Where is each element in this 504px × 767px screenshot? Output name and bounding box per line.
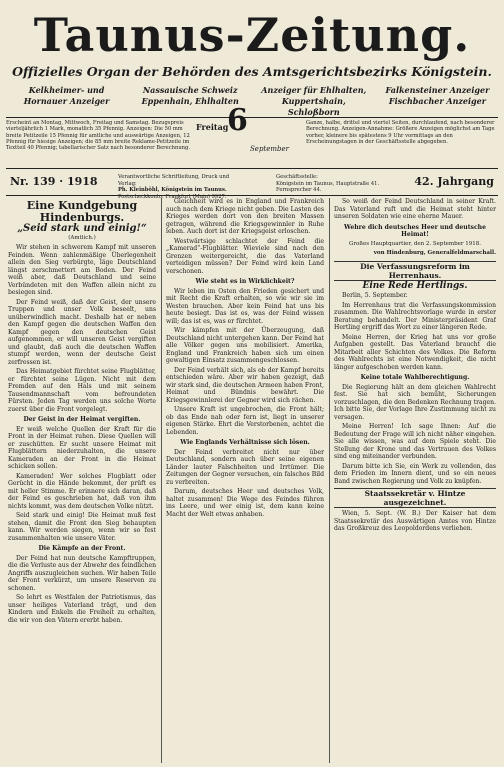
volume: 42. Jahrgang	[414, 175, 494, 188]
issue-row	[6, 171, 498, 200]
paragraph: So weiß der Feind Deutschland in seiner Kraft. Das Vaterland ruft und die Heimat steht hinter unseren Soldaten wie eine eherne Mauer.	[334, 198, 496, 220]
paragraph: Der Feind hat nun deutsche Kampftruppen, die die Verluste aus der Abwehr des feindlichen Angriffs auszugleichen suchen. Wir haben Teile der Front verkürzt, um unsere Reserven zu schonen.	[8, 554, 156, 592]
month: September	[250, 145, 289, 153]
paragraph: Wir kämpfen mit der Überzeugung, daß Deutschland nicht untergehen kann. Der Feind hat alle Völker gegen uns mobilisiert. Amerika, England und Frankreich haben sich um einen gewaltigen Einsatz zusammengeschlossen.	[166, 327, 324, 364]
subscription-info: Erscheint an Montag, Mittwoch, Freitag und Samstag. Bezugspreis vierteljährlich 1 Mark, monatlich 35 Pfennig. Anzeigen: Die 50 mm breite Petitzeile 15 Pfennig für amtliche und auswärtige Anzeigen, 12 Pfennig für hiesige Anzeigen; die 85 mm breite Reklame-Petitzeile im Textteil 40 Pfennig; tabellarischer Satz nach besonderer Berechnung.	[6, 120, 190, 152]
publisher-info: Verantwortliche Schriftleitung, Druck und Verlag: Ph. Kleinböhl, Königstein im Taunus. Postscheckkonto: Frankfurt (Main) 9927.	[118, 174, 230, 200]
paragraph: Gleichheit wird es in England und Frankreich auch nach dem Kriege nicht geben. Die Lasten des Krieges werden dort von den breiten Massen getragen, während die Kriegsgewinnler in Ruhe leben. Auch dort ist der Kriegsgeist erloschen.	[166, 198, 324, 235]
column-2	[166, 198, 324, 763]
article-subhead: „Seid stark und einig!“	[17, 223, 147, 234]
rule	[6, 195, 498, 196]
article-headline: Die Verfassungsreform im Herrenhaus.	[334, 261, 496, 281]
column-divider	[161, 198, 162, 763]
paragraph: Westwärtsige schlachtet der Feind die „Kamerad“-Flugblätter. Wieviele sind nach den Grenzen weitergereicht, die das Vaterland verteidigen müssen? Der Feind wird kein Land verschonen.	[166, 237, 324, 275]
newspaper-title: Taunus-Zeitung.	[33, 8, 471, 62]
paragraph: Meine Herren, der Krieg hat uns vor große Aufgaben gestellt. Das Vaterland braucht die Mitarbeit aller Schichten des Volkes. Die Reform des Wahlrechts ist eine Notwendigkeit, die nicht länger aufgeschoben werden kann.	[334, 333, 496, 371]
section-heading: Der Geist in der Heimat vergiften.	[23, 416, 141, 423]
section-heading: Wie steht es in Wirklichkeit?	[195, 278, 295, 285]
closing-quote: Wehre dich deutsches Heer und deutsche Heimat!	[343, 223, 486, 238]
supplement-kelkheim: Kelkheimer- und Hornauer Anzeiger	[23, 85, 110, 106]
paragraph: Im Herrenhaus trat die Verfassungskommission zusammen. Die Wahlrechtsvorlage wurde in erster Beratung behandelt. Der Ministerpräsident Graf Hertling ergriff das Wort zu einer längeren Rede.	[334, 301, 496, 331]
day-number: 6	[227, 103, 248, 138]
masthead	[0, 0, 504, 118]
section-heading: Staatssekretär v. Hintze ausgezeichnet.	[334, 488, 496, 508]
advert-info: Ganze, halbe, drittel und viertel Seiten, durchlaufend, nach besonderer Berechnung. Anzeigen-Annahme: Größere Anzeigen möglichst am Tage vorher, kleinere bis spätestens 9 Uhr vormittags an den Erscheinungstagen in der Geschäftsstelle abgegeben.	[306, 120, 495, 145]
paragraph: Der Feind verhält sich, als ob der Kampf bereits entschieden wäre. Aber wir haben gezeigt, daß wir stark sind, die deutschen Armeen haben Front, Heimat und Bündnis bewährt. Die Kriegsgewinnlerei der Gegner wird sich rächen.	[166, 366, 324, 404]
section-heading: Die Kämpfe an der Front.	[38, 545, 126, 552]
paragraph: Unsere Kraft ist ungebrochen, die Front hält; ob das Ende nah oder fern ist, liegt in unserer eigenen Stärke. Ehrt die Verstorbenen, achtet die Lebenden.	[166, 406, 324, 436]
paragraph: Seid stark und einig! Die Heimat muß fest stehen, damit die Front den Sieg behaupten kann. Wir werden siegen, wenn wir so fest zusammenhalten wie unsere Väter.	[8, 512, 156, 542]
column-divider	[329, 198, 330, 763]
info-row	[6, 103, 498, 166]
supplement-row	[8, 85, 496, 118]
paragraph: Meine Herren! Ich sage Ihnen: Auf die Bedeutung der Frage will ich nicht näher eingehen. Sie alle wissen, was auf dem Spiele steht. Die Stellung der Krone und das Vertrauen des Volkes sind eng miteinander verbunden.	[334, 423, 496, 460]
rule	[6, 117, 498, 118]
paragraph: Der Feind verbreitet nicht nur über Deutschland, sondern auch über seine eigenen Länder lauter Falschheiten und Irrtümer. Die Zeitungen der Gegner versuchen, ein falsches Bild zu verbreiten.	[166, 448, 324, 486]
paragraph: Darum bitte ich Sie, ein Werk zu vollenden, das dem Frieden im Innern dient, und so ein neues Band zwischen Regierung und Volk zu knüpfen.	[334, 462, 496, 485]
signature-name: von Hindenburg, Generalfeldmarschall.	[373, 250, 496, 256]
paragraph: Die Regierung hält an dem gleichen Wahlrecht fest. Sie hat sich bemüht, Sicherungen vorzuschlagen, die den Bedenken Rechnung tragen. Ich bitte Sie, der Vorlage Ihre Zustimmung nicht zu versagen.	[334, 383, 496, 421]
column-3	[334, 198, 496, 763]
supplement-nassau: Nassauische Schweiz Eppenhain, Ehlhalten	[141, 85, 239, 106]
section-heading: Keine totale Wahlberechtigung.	[360, 374, 470, 381]
paragraph: Wien, 5. Sept. (W. B.) Der Kaiser hat dem Staatssekretär des Auswärtigen Amtes von Hintze das Großkreuz des Leopoldordens verliehen.	[334, 510, 496, 532]
paragraph: Wir leben im Osten den Frieden gesichert und mit Recht die Kraft erhalten, so wie wir sie im Westen brauchen. Aber kein Feind hat uns bis heute besiegt. Das ist es, was der Feind wissen will; das ist es, was er fürchtet.	[166, 287, 324, 325]
paragraph: Das Heimatgebiet fürchtet seine Flugblätter, er fürchtet seine Lügen. Nicht mit dem Fremden auf den Hals und mit seinem Tausendmannschaft vom befreundeten Fürsten. Jeden Tag werden uns solche Worte zuerst über die Front vorgelegt.	[8, 368, 156, 413]
paragraph: Der Feind weiß, daß der Geist, der unsere Truppen und unser Volk beseelt, uns unüberwindlich macht. Deshalb hat er neben den Kampf gegen die deutschen Waffen den Kampf gegen den deutschen Geist aufgenommen, er will unseren Geist vergiften und glaubt, daß auch die deutschen Waffen stumpf werden, wenn der deutsche Geist zerfressen ist.	[8, 298, 156, 366]
rule	[6, 168, 498, 169]
section-heading: Wie Englands Verhältnisse sich lösen.	[180, 439, 310, 446]
article-headline: Eine Kundgebung Hindenburgs.	[26, 199, 138, 224]
paragraph: Kameraden! Wer solches Flugblatt oder Gerücht in die Hände bekommt, der prüft es mit heller Stimme. Er erinnere sich daran, daß der Feind es geschrieben hat, daß von ihm nichts kommt, was dem deutschen Volke nützt.	[8, 472, 156, 510]
paragraph: So lehrt es Westfalen der Patriotismus, das unser heiliges Vaterland trägt, und den Kindern und Enkeln die Freiheit zu erhalten, die wir von den Vätern ererbt haben.	[8, 594, 156, 624]
paragraph: Darum, deutsches Heer und deutsches Volk, haltet zusammen! Die Wege des Feindes führen ins Leere, und wer einig ist, dem kann keine Macht der Welt etwas anhaben.	[166, 488, 324, 518]
office-info: Geschäftsstelle: Königstein im Taunus, Hauptstraße 41. Fernsprecher 44.	[276, 174, 380, 193]
supplement-ehlhalten: Anzeiger für Ehlhalten, Kuppertshain, Schloßborn	[261, 85, 367, 117]
date-box	[196, 103, 296, 166]
article-note: (Amtlich.)	[68, 234, 96, 241]
article-subhead: Eine Rede Hertlings.	[362, 280, 468, 291]
paragraph: Er weiß welche Quellen der Kraft für die Front in der Heimat ruhen. Diese Quellen will er zuschütten. Er sucht unsere Heimat mit Flugblättern niederzuhalten, die unsere Kameraden an der Front in die Heimat schicken sollen.	[8, 425, 156, 470]
issue-number: Nr. 139 · 1918	[10, 175, 98, 188]
supplement-falkenstein: Falkensteiner Anzeiger Fischbacher Anzeiger	[385, 85, 490, 106]
signature-line: Großes Hauptquartier, den 2. September 1918.	[348, 240, 482, 247]
column-1	[8, 198, 156, 763]
newspaper-subtitle: Offizielles Organ der Behörden des Amtsgerichtsbezirks Königstein.	[12, 64, 492, 79]
dateline: Berlin, 5. September.	[342, 292, 408, 299]
paragraph: Wir stehen in schwerem Kampf mit unseren Feinden. Wenn zahlenmäßige Überlegenheit allein den Sieg verbürgte, läge Deutschland längst zerschmettert am Boden. Der Feind weiß aber, daß Deutschland und seine Verbündeten mit den Waffen allein nicht zu besiegen sind.	[8, 244, 156, 296]
weekday: Freitag	[196, 122, 229, 132]
